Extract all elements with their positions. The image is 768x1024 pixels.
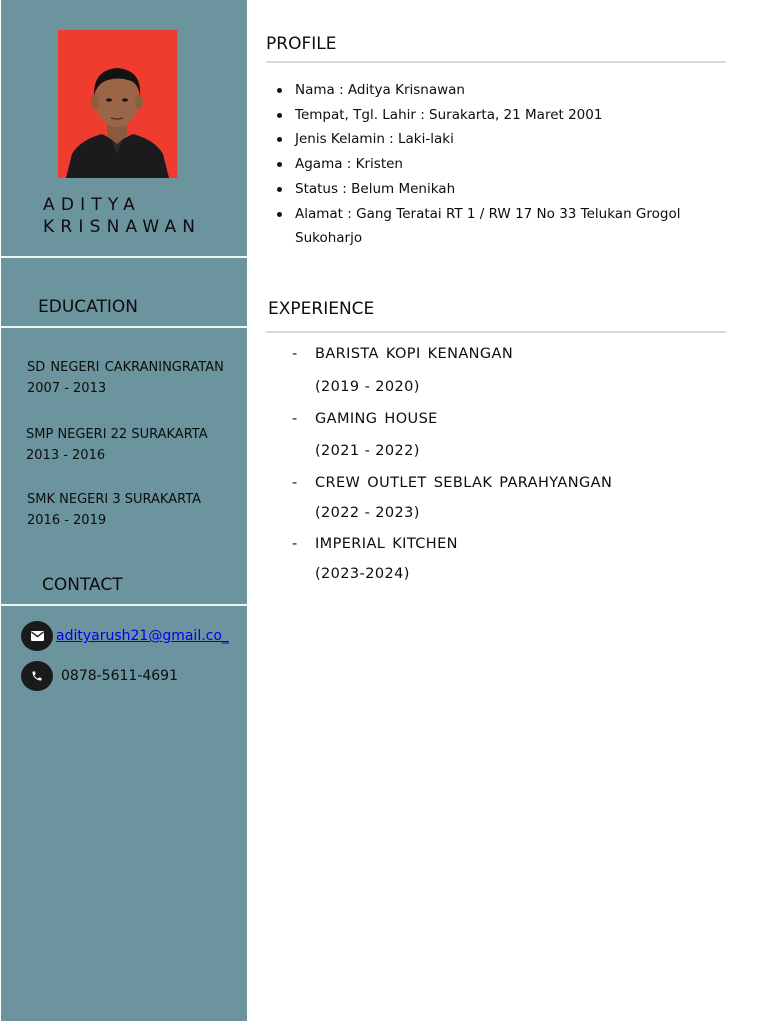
- experience-period: (2022 - 2023): [315, 505, 420, 521]
- experience-title: CREW OUTLET SEBLAK PARAHYANGAN: [315, 475, 613, 491]
- profile-item-text: Tempat, Tgl. Lahir : Surakarta, 21 Maret 2001: [295, 106, 603, 123]
- education-item: [27, 489, 201, 531]
- phone-number: 0878-5611-4691: [61, 668, 178, 684]
- profile-item: [274, 177, 704, 202]
- education-item: [26, 424, 208, 466]
- envelope-icon: [21, 621, 53, 651]
- bullet-icon: [277, 187, 282, 192]
- profile-item: [274, 152, 704, 177]
- dash-marker: -: [292, 475, 298, 491]
- experience-title: BARISTA KOPI KENANGAN: [315, 346, 514, 362]
- experience-title: IMPERIAL KITCHEN: [315, 536, 458, 552]
- education-years: 2007 - 2013: [27, 381, 107, 396]
- sidebar-divider: [1, 256, 247, 258]
- profile-item: [274, 78, 704, 103]
- email-link[interactable]: adityarush21@gmail.co_: [56, 628, 229, 644]
- education-heading: EDUCATION: [38, 297, 138, 317]
- experience-period: (2021 - 2022): [315, 443, 420, 459]
- education-years: 2016 - 2019: [27, 513, 107, 528]
- profile-heading: PROFILE: [266, 34, 337, 54]
- experience-divider: [266, 331, 726, 333]
- name-first: ADITYA: [43, 195, 142, 215]
- full-name: [43, 194, 201, 238]
- profile-item-text: Alamat : Gang Teratai RT 1 / RW 17 No 33 Telukan Grogol Sukoharjo: [295, 205, 681, 247]
- bullet-icon: [277, 162, 282, 167]
- phone-icon: [21, 661, 53, 691]
- dash-marker: -: [292, 346, 298, 362]
- profile-item-text: Jenis Kelamin : Laki-laki: [295, 131, 454, 148]
- profile-item: [274, 127, 704, 152]
- sidebar-divider: [1, 604, 247, 606]
- sidebar-divider: [1, 326, 247, 328]
- profile-item-text: Status : Belum Menikah: [295, 180, 456, 197]
- profile-list: [274, 78, 704, 251]
- profile-photo: [58, 30, 177, 178]
- dash-marker: -: [292, 536, 298, 552]
- dash-marker: -: [292, 411, 298, 427]
- contact-phone-row: [21, 661, 178, 691]
- profile-item: [274, 103, 704, 128]
- education-school: SMP NEGERI 22 SURAKARTA: [26, 427, 208, 442]
- contact-email-row: [21, 621, 229, 651]
- bullet-icon: [277, 137, 282, 142]
- bullet-icon: [277, 212, 282, 217]
- education-school: SMK NEGERI 3 SURAKARTA: [27, 492, 202, 507]
- education-years: 2013 - 2016: [26, 448, 106, 463]
- profile-item-text: Nama : Aditya Krisnawan: [295, 82, 465, 98]
- bullet-icon: [277, 113, 282, 118]
- education-item: [27, 357, 224, 399]
- experience-heading: EXPERIENCE: [268, 299, 375, 319]
- experience-period: (2023-2024): [315, 566, 410, 582]
- sidebar: [1, 0, 247, 1021]
- bullet-icon: [277, 88, 282, 93]
- experience-title: GAMING HOUSE: [315, 411, 438, 427]
- name-last: KRISNAWAN: [43, 217, 202, 237]
- experience-period: (2019 - 2020): [315, 379, 420, 395]
- education-school: SD NEGERI CAKRANINGRATAN: [27, 360, 224, 375]
- profile-item-text: Agama : Kristen: [295, 156, 403, 173]
- profile-divider: [266, 61, 726, 63]
- profile-item: [274, 202, 704, 251]
- contact-heading: CONTACT: [42, 575, 123, 595]
